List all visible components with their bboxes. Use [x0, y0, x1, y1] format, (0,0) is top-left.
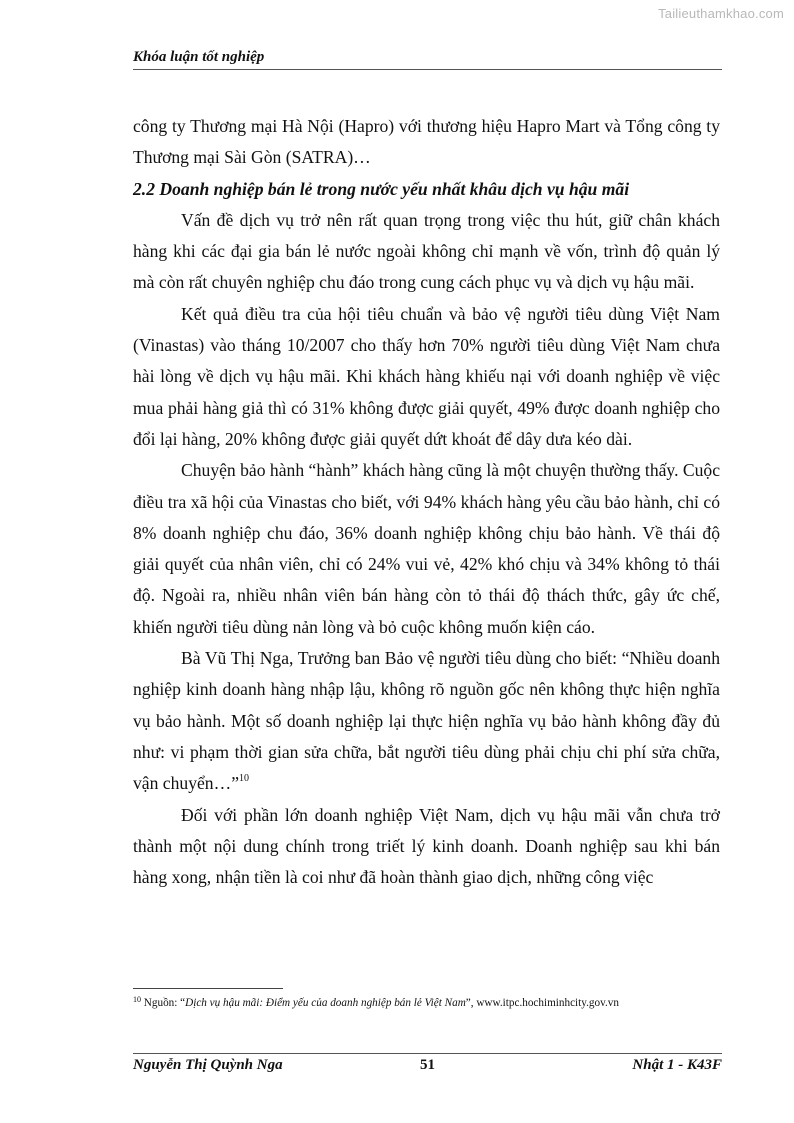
footnote-number: 10: [133, 995, 141, 1004]
running-header: Khóa luận tốt nghiệp: [133, 49, 722, 70]
footnote-source: ”, www.itpc.hochiminhcity.gov.vn: [465, 997, 619, 1009]
paragraph-2: Kết quả điều tra của hội tiêu chuẩn và bảo vệ người tiêu dùng Việt Nam (Vinastas) vào tháng 10/2007 cho thấy hơn 70% người tiêu dùng Việt Nam chưa hài lòng về dịch vụ hậu mãi. Khi khách hàng khiếu nại với doanh nghiệp về việc mua phải hàng giả thì có 31% không được giải quyết, 49% được doanh nghiệp cho đổi lại hàng, 20% không được giải quyết dứt khoát để dây dưa kéo dài.: [133, 303, 720, 449]
page-number: 51: [420, 1057, 435, 1073]
watermark: Tailieuthamkhao.com: [658, 6, 784, 21]
footer-divider: [133, 1053, 722, 1054]
section-heading: 2.2 Doanh nghiệp bán lẻ trong nước yếu nhất khâu dịch vụ hậu mãi: [133, 178, 630, 199]
paragraph-5: Đối với phần lớn doanh nghiệp Việt Nam, dịch vụ hậu mãi vẫn chưa trở thành một nội dung chính trong triết lý kinh doanh. Doanh nghiệp sau khi bán hàng xong, nhận tiền là coi như đã hoàn thành giao dịch, những công việc: [133, 804, 720, 888]
footnote-prefix: Nguồn: “: [141, 997, 186, 1009]
running-footer: [133, 1057, 722, 1077]
page-body: [133, 111, 720, 893]
continuation-paragraph: công ty Thương mại Hà Nội (Hapro) với thương hiệu Hapro Mart và Tổng công ty Thương mại Sài Gòn (SATRA)…: [133, 116, 720, 168]
footnote-reference: 10: [239, 773, 250, 785]
quote-paragraph: [133, 643, 720, 799]
paragraph-1: Vấn đề dịch vụ trở nên rất quan trọng trong việc thu hút, giữ chân khách hàng khi các đại gia bán lẻ nước ngoài không chỉ mạnh về vốn, trình độ quản lý mà còn rất chuyên nghiệp chu đáo trong cung cách phục vụ và dịch vụ hậu mãi.: [133, 209, 720, 293]
footer-class: Nhật 1 - K43F: [632, 1057, 722, 1073]
footnote: [133, 993, 733, 1010]
footer-author: Nguyễn Thị Quỳnh Nga: [133, 1057, 283, 1073]
paragraph-3: Chuyện bảo hành “hành” khách hàng cũng là một chuyện thường thấy. Cuộc điều tra xã hội của Vinastas cho biết, với 94% khách hàng yêu cầu bảo hành, chỉ có 8% doanh nghiệp chu đáo, 36% doanh nghiệp không chịu bảo hành. Về thái độ giải quyết của nhân viên, chỉ có 24% vui vẻ, 42% khó chịu và 34% không tỏ thái độ. Ngoài ra, nhiều nhân viên bán hàng còn tỏ thái độ thách thức, gây ức chế, khiến người tiêu dùng nản lòng và bỏ cuộc không muốn kiện cáo.: [133, 460, 721, 637]
quote-text: Bà Vũ Thị Nga, Trưởng ban Bảo vệ người tiêu dùng cho biết: “Nhiều doanh nghiệp kinh doanh hàng nhập lậu, không rõ nguồn gốc nên không thực hiện nghĩa vụ bảo hành. Một số doanh nghiệp lại thực hiện nghĩa vụ bảo hành không đầy đủ như: vi phạm thời gian sửa chữa, bắt người tiêu dùng phải chịu chi phí sửa chữa, vận chuyển…”: [133, 648, 720, 794]
footnote-title: Dịch vụ hậu mãi: Điểm yếu của doanh nghiệp bán lẻ Việt Nam: [185, 997, 466, 1009]
footnote-divider: [133, 988, 283, 989]
